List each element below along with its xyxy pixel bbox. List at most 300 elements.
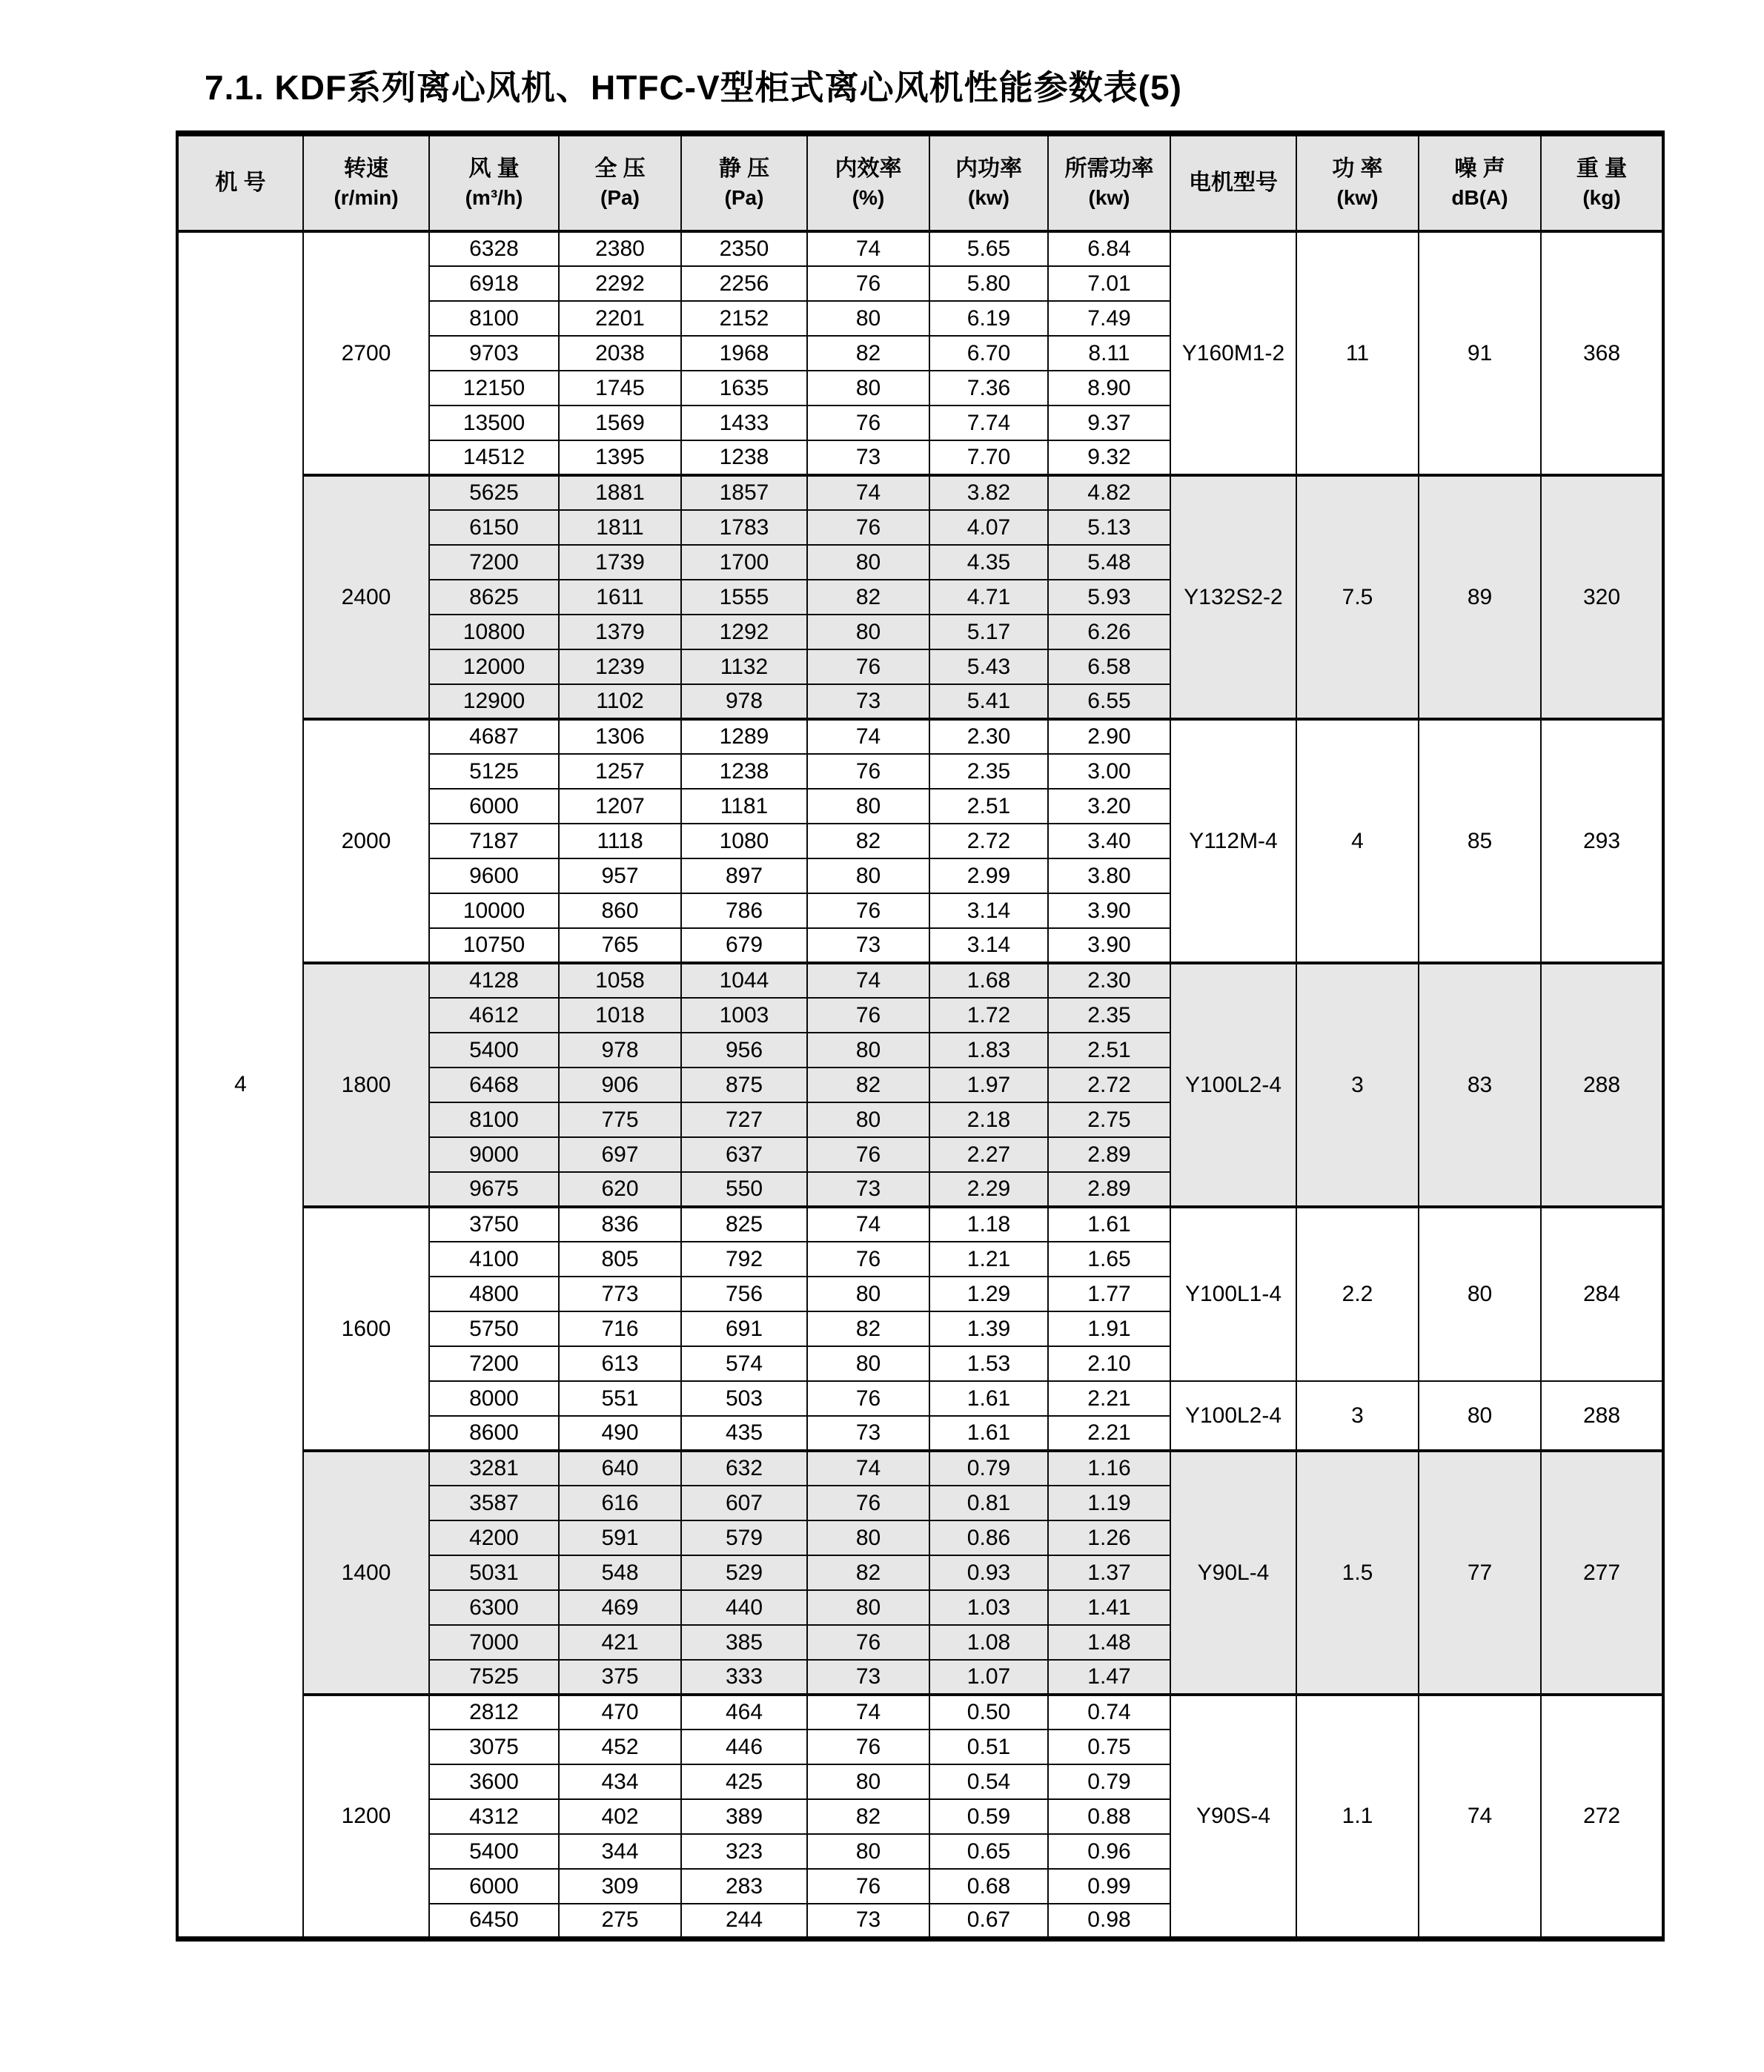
static-pressure-cell: 2256: [681, 266, 807, 301]
required-power-cell: 8.90: [1048, 371, 1170, 406]
header-label: 所需功率: [1064, 156, 1154, 181]
required-power-cell: 2.89: [1048, 1172, 1170, 1207]
static-pressure-cell: 425: [681, 1764, 807, 1799]
total-pressure-cell: 2038: [559, 336, 681, 371]
internal-power-cell: 1.29: [929, 1277, 1048, 1311]
internal-power-cell: 2.72: [929, 824, 1048, 858]
static-pressure-cell: 875: [681, 1068, 807, 1102]
internal-power-cell: 5.41: [929, 684, 1048, 719]
static-pressure-cell: 579: [681, 1520, 807, 1555]
airflow-cell: 12000: [429, 649, 559, 684]
static-pressure-cell: 440: [681, 1590, 807, 1625]
internal-power-cell: 4.07: [929, 510, 1048, 545]
machine-no-cell: 4: [177, 231, 303, 1939]
table-row: [177, 963, 1663, 998]
total-pressure-cell: 402: [559, 1799, 681, 1834]
airflow-cell: 3600: [429, 1764, 559, 1799]
header-unit: (m³/h): [465, 186, 523, 210]
total-pressure-cell: 978: [559, 1033, 681, 1068]
airflow-cell: 5400: [429, 1033, 559, 1068]
table-row: [177, 719, 1663, 754]
airflow-cell: 3587: [429, 1486, 559, 1520]
efficiency-cell: 76: [807, 1625, 929, 1660]
total-pressure-cell: 548: [559, 1555, 681, 1590]
static-pressure-cell: 825: [681, 1207, 807, 1242]
total-pressure-cell: 1881: [559, 475, 681, 510]
internal-power-cell: 6.70: [929, 336, 1048, 371]
required-power-cell: 0.96: [1048, 1834, 1170, 1869]
table-container: [176, 130, 1665, 1942]
header-speed: [303, 133, 429, 231]
airflow-cell: 9600: [429, 858, 559, 893]
internal-power-cell: 5.43: [929, 649, 1048, 684]
noise-cell: 83: [1419, 963, 1541, 1207]
total-pressure-cell: 551: [559, 1381, 681, 1416]
required-power-cell: 1.19: [1048, 1486, 1170, 1520]
static-pressure-cell: 1289: [681, 719, 807, 754]
efficiency-cell: 76: [807, 266, 929, 301]
total-pressure-cell: 640: [559, 1451, 681, 1486]
efficiency-cell: 76: [807, 1869, 929, 1904]
header-label: 功 率: [1332, 156, 1383, 181]
efficiency-cell: 80: [807, 1590, 929, 1625]
static-pressure-cell: 1635: [681, 371, 807, 406]
table-row: [177, 475, 1663, 510]
noise-cell: 80: [1419, 1381, 1541, 1451]
internal-power-cell: 1.18: [929, 1207, 1048, 1242]
static-pressure-cell: 435: [681, 1416, 807, 1451]
total-pressure-cell: 1058: [559, 963, 681, 998]
static-pressure-cell: 691: [681, 1311, 807, 1346]
motor-model-cell: Y90L-4: [1170, 1451, 1296, 1695]
static-pressure-cell: 550: [681, 1172, 807, 1207]
header-label: 全 压: [594, 156, 646, 181]
airflow-cell: 4312: [429, 1799, 559, 1834]
efficiency-cell: 76: [807, 754, 929, 789]
efficiency-cell: 73: [807, 684, 929, 719]
total-pressure-cell: 957: [559, 858, 681, 893]
noise-cell: 85: [1419, 719, 1541, 963]
required-power-cell: 0.98: [1048, 1904, 1170, 1939]
efficiency-cell: 76: [807, 1242, 929, 1277]
airflow-cell: 5031: [429, 1555, 559, 1590]
header-unit: (kw): [1088, 186, 1130, 210]
performance-table: [176, 130, 1665, 1942]
total-pressure-cell: 836: [559, 1207, 681, 1242]
internal-power-cell: 0.81: [929, 1486, 1048, 1520]
motor-power-cell: 7.5: [1296, 475, 1419, 719]
static-pressure-cell: 679: [681, 928, 807, 963]
internal-power-cell: 2.99: [929, 858, 1048, 893]
header-label: 重 量: [1576, 156, 1628, 181]
required-power-cell: 0.99: [1048, 1869, 1170, 1904]
airflow-cell: 4612: [429, 998, 559, 1033]
static-pressure-cell: 792: [681, 1242, 807, 1277]
internal-power-cell: 4.35: [929, 545, 1048, 580]
weight-cell: 320: [1541, 475, 1663, 719]
noise-cell: 77: [1419, 1451, 1541, 1695]
internal-power-cell: 0.79: [929, 1451, 1048, 1486]
total-pressure-cell: 1018: [559, 998, 681, 1033]
required-power-cell: 3.20: [1048, 789, 1170, 824]
weight-cell: 288: [1541, 1381, 1663, 1451]
airflow-cell: 2812: [429, 1695, 559, 1730]
required-power-cell: 3.80: [1048, 858, 1170, 893]
total-pressure-cell: 1745: [559, 371, 681, 406]
internal-power-cell: 1.72: [929, 998, 1048, 1033]
efficiency-cell: 73: [807, 1660, 929, 1695]
total-pressure-cell: 275: [559, 1904, 681, 1939]
static-pressure-cell: 1968: [681, 336, 807, 371]
header-total-pressure: [559, 133, 681, 231]
efficiency-cell: 76: [807, 1486, 929, 1520]
static-pressure-cell: 756: [681, 1277, 807, 1311]
motor-power-cell: 3: [1296, 963, 1419, 1207]
efficiency-cell: 80: [807, 1102, 929, 1137]
internal-power-cell: 1.08: [929, 1625, 1048, 1660]
header-unit: (Pa): [600, 186, 640, 210]
airflow-cell: 6328: [429, 231, 559, 266]
motor-power-cell: 1.5: [1296, 1451, 1419, 1695]
required-power-cell: 9.32: [1048, 440, 1170, 475]
airflow-cell: 5625: [429, 475, 559, 510]
total-pressure-cell: 309: [559, 1869, 681, 1904]
static-pressure-cell: 727: [681, 1102, 807, 1137]
airflow-cell: 3281: [429, 1451, 559, 1486]
efficiency-cell: 82: [807, 1068, 929, 1102]
efficiency-cell: 80: [807, 858, 929, 893]
internal-power-cell: 3.82: [929, 475, 1048, 510]
total-pressure-cell: 773: [559, 1277, 681, 1311]
required-power-cell: 2.75: [1048, 1102, 1170, 1137]
airflow-cell: 6300: [429, 1590, 559, 1625]
required-power-cell: 2.51: [1048, 1033, 1170, 1068]
total-pressure-cell: 1611: [559, 580, 681, 615]
airflow-cell: 3750: [429, 1207, 559, 1242]
airflow-cell: 12150: [429, 371, 559, 406]
header-efficiency: [807, 133, 929, 231]
header-unit: (%): [852, 186, 885, 210]
static-pressure-cell: 637: [681, 1137, 807, 1172]
table-row: [177, 231, 1663, 266]
required-power-cell: 9.37: [1048, 406, 1170, 440]
required-power-cell: 7.01: [1048, 266, 1170, 301]
airflow-cell: 7187: [429, 824, 559, 858]
efficiency-cell: 74: [807, 1207, 929, 1242]
static-pressure-cell: 1181: [681, 789, 807, 824]
total-pressure-cell: 591: [559, 1520, 681, 1555]
airflow-cell: 10750: [429, 928, 559, 963]
internal-power-cell: 7.36: [929, 371, 1048, 406]
required-power-cell: 2.89: [1048, 1137, 1170, 1172]
speed-cell: 1400: [303, 1451, 429, 1695]
internal-power-cell: 1.61: [929, 1381, 1048, 1416]
efficiency-cell: 80: [807, 1520, 929, 1555]
internal-power-cell: 0.65: [929, 1834, 1048, 1869]
total-pressure-cell: 2380: [559, 231, 681, 266]
speed-cell: 2400: [303, 475, 429, 719]
internal-power-cell: 1.21: [929, 1242, 1048, 1277]
total-pressure-cell: 1739: [559, 545, 681, 580]
weight-cell: 293: [1541, 719, 1663, 963]
motor-model-cell: Y100L1-4: [1170, 1207, 1296, 1381]
total-pressure-cell: 2201: [559, 301, 681, 336]
internal-power-cell: 3.14: [929, 928, 1048, 963]
internal-power-cell: 5.80: [929, 266, 1048, 301]
efficiency-cell: 74: [807, 963, 929, 998]
required-power-cell: 5.48: [1048, 545, 1170, 580]
static-pressure-cell: 244: [681, 1904, 807, 1939]
airflow-cell: 3075: [429, 1730, 559, 1764]
internal-power-cell: 3.14: [929, 893, 1048, 928]
airflow-cell: 6000: [429, 1869, 559, 1904]
required-power-cell: 2.30: [1048, 963, 1170, 998]
efficiency-cell: 74: [807, 719, 929, 754]
airflow-cell: 5750: [429, 1311, 559, 1346]
static-pressure-cell: 1783: [681, 510, 807, 545]
airflow-cell: 14512: [429, 440, 559, 475]
table-row: [177, 1451, 1663, 1486]
efficiency-cell: 73: [807, 1904, 929, 1939]
efficiency-cell: 80: [807, 1834, 929, 1869]
static-pressure-cell: 1003: [681, 998, 807, 1033]
required-power-cell: 1.77: [1048, 1277, 1170, 1311]
speed-cell: 2000: [303, 719, 429, 963]
internal-power-cell: 6.19: [929, 301, 1048, 336]
internal-power-cell: 4.71: [929, 580, 1048, 615]
header-label: 风 量: [468, 156, 520, 181]
internal-power-cell: 0.86: [929, 1520, 1048, 1555]
static-pressure-cell: 503: [681, 1381, 807, 1416]
static-pressure-cell: 283: [681, 1869, 807, 1904]
required-power-cell: 1.47: [1048, 1660, 1170, 1695]
required-power-cell: 1.48: [1048, 1625, 1170, 1660]
total-pressure-cell: 613: [559, 1346, 681, 1381]
static-pressure-cell: 1433: [681, 406, 807, 440]
total-pressure-cell: 906: [559, 1068, 681, 1102]
efficiency-cell: 80: [807, 545, 929, 580]
required-power-cell: 2.21: [1048, 1381, 1170, 1416]
internal-power-cell: 2.35: [929, 754, 1048, 789]
required-power-cell: 0.74: [1048, 1695, 1170, 1730]
efficiency-cell: 80: [807, 789, 929, 824]
header-label: 内效率: [835, 156, 902, 181]
efficiency-cell: 82: [807, 1799, 929, 1834]
static-pressure-cell: 2152: [681, 301, 807, 336]
internal-power-cell: 2.27: [929, 1137, 1048, 1172]
motor-power-cell: 4: [1296, 719, 1419, 963]
internal-power-cell: 1.03: [929, 1590, 1048, 1625]
static-pressure-cell: 1044: [681, 963, 807, 998]
required-power-cell: 1.26: [1048, 1520, 1170, 1555]
static-pressure-cell: 385: [681, 1625, 807, 1660]
efficiency-cell: 82: [807, 1311, 929, 1346]
weight-cell: 288: [1541, 963, 1663, 1207]
required-power-cell: 2.10: [1048, 1346, 1170, 1381]
motor-model-cell: Y112M-4: [1170, 719, 1296, 963]
airflow-cell: 4800: [429, 1277, 559, 1311]
total-pressure-cell: 1239: [559, 649, 681, 684]
airflow-cell: 5400: [429, 1834, 559, 1869]
airflow-cell: 6000: [429, 789, 559, 824]
header-unit: dB(A): [1451, 186, 1508, 210]
efficiency-cell: 80: [807, 615, 929, 649]
required-power-cell: 1.37: [1048, 1555, 1170, 1590]
airflow-cell: 4200: [429, 1520, 559, 1555]
airflow-cell: 6468: [429, 1068, 559, 1102]
total-pressure-cell: 434: [559, 1764, 681, 1799]
weight-cell: 284: [1541, 1207, 1663, 1381]
airflow-cell: 7000: [429, 1625, 559, 1660]
efficiency-cell: 80: [807, 1764, 929, 1799]
internal-power-cell: 2.30: [929, 719, 1048, 754]
header-label: 电机型号: [1189, 170, 1278, 195]
header-noise: [1419, 133, 1541, 231]
motor-model-cell: Y100L2-4: [1170, 1381, 1296, 1451]
airflow-cell: 8100: [429, 301, 559, 336]
total-pressure-cell: 1257: [559, 754, 681, 789]
internal-power-cell: 2.18: [929, 1102, 1048, 1137]
airflow-cell: 10800: [429, 615, 559, 649]
internal-power-cell: 1.97: [929, 1068, 1048, 1102]
efficiency-cell: 80: [807, 371, 929, 406]
efficiency-cell: 76: [807, 649, 929, 684]
efficiency-cell: 74: [807, 1695, 929, 1730]
table-header: [177, 133, 1663, 231]
required-power-cell: 8.11: [1048, 336, 1170, 371]
total-pressure-cell: 490: [559, 1416, 681, 1451]
total-pressure-cell: 1395: [559, 440, 681, 475]
static-pressure-cell: 632: [681, 1451, 807, 1486]
table-body: [177, 231, 1663, 1939]
header-unit: (kg): [1582, 186, 1621, 210]
efficiency-cell: 76: [807, 1381, 929, 1416]
efficiency-cell: 74: [807, 1451, 929, 1486]
required-power-cell: 2.90: [1048, 719, 1170, 754]
page-title: 7.1. KDF系列离心风机、HTFC-V型柜式离心风机性能参数表(5): [205, 68, 1182, 107]
header-row: [177, 133, 1663, 231]
airflow-cell: 7525: [429, 1660, 559, 1695]
header-unit: (kw): [968, 186, 1009, 210]
required-power-cell: 0.75: [1048, 1730, 1170, 1764]
internal-power-cell: 2.51: [929, 789, 1048, 824]
airflow-cell: 6918: [429, 266, 559, 301]
required-power-cell: 7.49: [1048, 301, 1170, 336]
total-pressure-cell: 1306: [559, 719, 681, 754]
internal-power-cell: 1.68: [929, 963, 1048, 998]
efficiency-cell: 80: [807, 1033, 929, 1068]
total-pressure-cell: 860: [559, 893, 681, 928]
internal-power-cell: 2.29: [929, 1172, 1048, 1207]
internal-power-cell: 1.83: [929, 1033, 1048, 1068]
internal-power-cell: 1.07: [929, 1660, 1048, 1695]
efficiency-cell: 73: [807, 1172, 929, 1207]
table-row: [177, 1207, 1663, 1242]
static-pressure-cell: 1238: [681, 754, 807, 789]
weight-cell: 277: [1541, 1451, 1663, 1695]
motor-power-cell: 11: [1296, 231, 1419, 475]
motor-model-cell: Y160M1-2: [1170, 231, 1296, 475]
efficiency-cell: 73: [807, 928, 929, 963]
header-label: 转速: [344, 156, 388, 181]
internal-power-cell: 5.65: [929, 231, 1048, 266]
efficiency-cell: 76: [807, 1730, 929, 1764]
required-power-cell: 2.21: [1048, 1416, 1170, 1451]
required-power-cell: 1.41: [1048, 1590, 1170, 1625]
airflow-cell: 4128: [429, 963, 559, 998]
airflow-cell: 8000: [429, 1381, 559, 1416]
required-power-cell: 2.35: [1048, 998, 1170, 1033]
required-power-cell: 3.00: [1048, 754, 1170, 789]
required-power-cell: 3.90: [1048, 893, 1170, 928]
required-power-cell: 6.26: [1048, 615, 1170, 649]
static-pressure-cell: 1857: [681, 475, 807, 510]
airflow-cell: 6450: [429, 1904, 559, 1939]
internal-power-cell: 0.67: [929, 1904, 1048, 1939]
airflow-cell: 9703: [429, 336, 559, 371]
internal-power-cell: 0.68: [929, 1869, 1048, 1904]
motor-power-cell: 1.1: [1296, 1695, 1419, 1939]
header-required-power: [1048, 133, 1170, 231]
airflow-cell: 8625: [429, 580, 559, 615]
total-pressure-cell: 716: [559, 1311, 681, 1346]
header-static-pressure: [681, 133, 807, 231]
speed-cell: 1800: [303, 963, 429, 1207]
required-power-cell: 0.88: [1048, 1799, 1170, 1834]
airflow-cell: 7200: [429, 545, 559, 580]
static-pressure-cell: 607: [681, 1486, 807, 1520]
static-pressure-cell: 897: [681, 858, 807, 893]
static-pressure-cell: 1238: [681, 440, 807, 475]
efficiency-cell: 76: [807, 893, 929, 928]
speed-cell: 1600: [303, 1207, 429, 1451]
efficiency-cell: 76: [807, 998, 929, 1033]
speed-cell: 1200: [303, 1695, 429, 1939]
total-pressure-cell: 765: [559, 928, 681, 963]
static-pressure-cell: 978: [681, 684, 807, 719]
efficiency-cell: 73: [807, 1416, 929, 1451]
motor-power-cell: 2.2: [1296, 1207, 1419, 1381]
internal-power-cell: 1.39: [929, 1311, 1048, 1346]
weight-cell: 368: [1541, 231, 1663, 475]
total-pressure-cell: 697: [559, 1137, 681, 1172]
efficiency-cell: 76: [807, 510, 929, 545]
efficiency-cell: 76: [807, 1137, 929, 1172]
motor-power-cell: 3: [1296, 1381, 1419, 1451]
airflow-cell: 10000: [429, 893, 559, 928]
required-power-cell: 3.90: [1048, 928, 1170, 963]
table-row: [177, 1695, 1663, 1730]
static-pressure-cell: 1292: [681, 615, 807, 649]
static-pressure-cell: 1700: [681, 545, 807, 580]
header-unit: (kw): [1336, 186, 1379, 210]
motor-model-cell: Y100L2-4: [1170, 963, 1296, 1207]
motor-model-cell: Y90S-4: [1170, 1695, 1296, 1939]
required-power-cell: 6.58: [1048, 649, 1170, 684]
static-pressure-cell: 389: [681, 1799, 807, 1834]
total-pressure-cell: 1379: [559, 615, 681, 649]
airflow-cell: 7200: [429, 1346, 559, 1381]
required-power-cell: 1.16: [1048, 1451, 1170, 1486]
total-pressure-cell: 469: [559, 1590, 681, 1625]
total-pressure-cell: 470: [559, 1695, 681, 1730]
efficiency-cell: 80: [807, 1346, 929, 1381]
internal-power-cell: 0.93: [929, 1555, 1048, 1590]
static-pressure-cell: 464: [681, 1695, 807, 1730]
total-pressure-cell: 620: [559, 1172, 681, 1207]
efficiency-cell: 80: [807, 1277, 929, 1311]
header-internal-power: [929, 133, 1048, 231]
